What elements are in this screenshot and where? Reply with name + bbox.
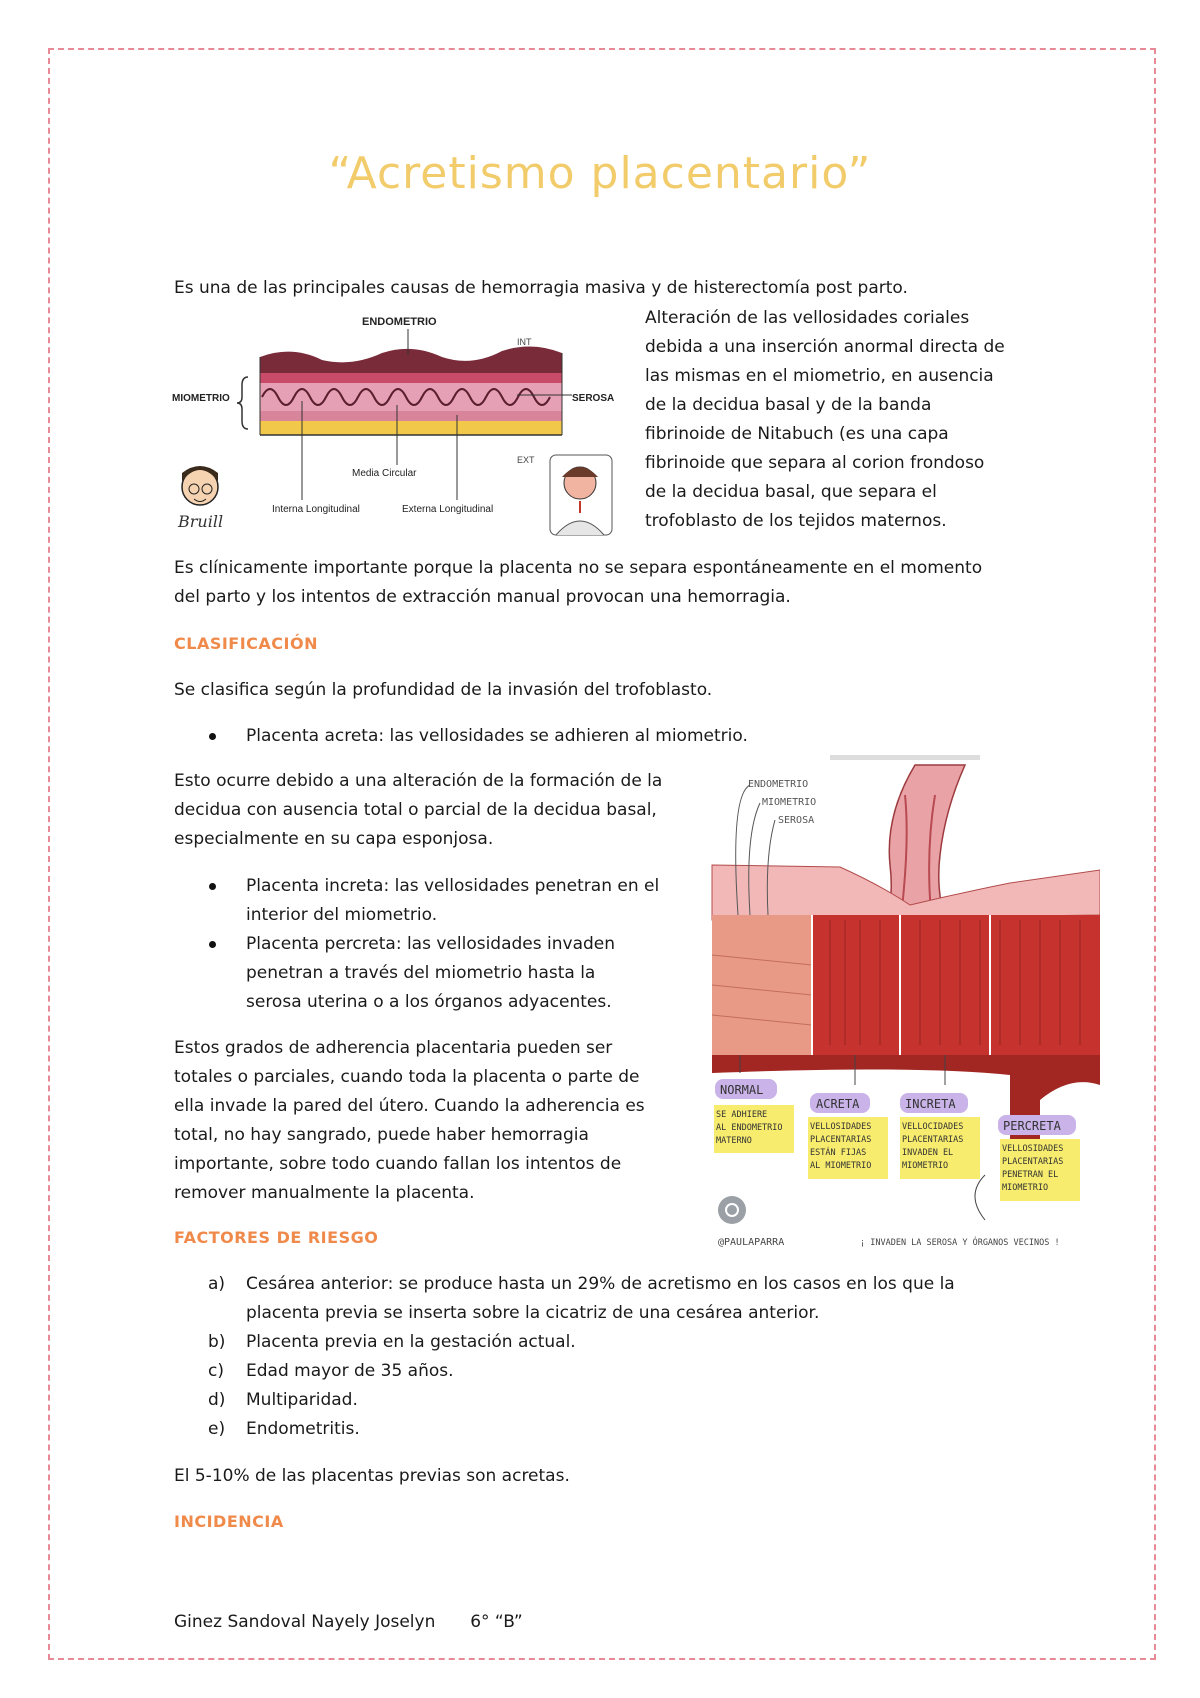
section-heading-incidencia: INCIDENCIA bbox=[174, 1512, 284, 1531]
footer bbox=[174, 1612, 523, 1632]
fig2-title-increta: INCRETA bbox=[905, 1097, 956, 1111]
previas-text: El 5-10% de las placentas previas son acretas. bbox=[174, 1466, 570, 1486]
risk-factor-line: Multiparidad. bbox=[246, 1390, 358, 1410]
bullet-increta bbox=[246, 872, 659, 930]
page-title: “Acretismo placentario” bbox=[328, 148, 872, 199]
list-marker: b) bbox=[208, 1332, 226, 1352]
placental-invasion-figure bbox=[710, 755, 1100, 1250]
risk-factor-line: Cesárea anterior: se produce hasta un 29% de acretismo en los casos en los que la bbox=[246, 1274, 955, 1294]
fig2-desc-normal: SE ADHIERE AL ENDOMETRIO MATERNO bbox=[716, 1110, 783, 1146]
acreta-detail-line: Esto ocurre debido a una alteración de la formación de la bbox=[174, 771, 663, 791]
fig2-endometrio-label: ENDOMETRIO bbox=[748, 779, 809, 790]
bullet-increta-line: Placenta increta: las vellosidades penetran en el bbox=[246, 876, 660, 896]
grados-line: Estos grados de adherencia placentaria pueden ser bbox=[174, 1038, 613, 1058]
risk-factor-line: Placenta previa en la gestación actual. bbox=[246, 1332, 576, 1352]
fig2-desc-acreta: VELLOSIDADES PLACENTARIAS ESTÁN FIJAS AL MIOMETRIO bbox=[810, 1122, 872, 1171]
intro-text: Es una de las principales causas de hemorragia masiva y de histerectomía post parto. bbox=[174, 278, 908, 298]
importance-line: del parto y los intentos de extracción manual provocan una hemorragia. bbox=[174, 587, 791, 607]
definition-line: debida a una inserción anormal directa de bbox=[645, 337, 1005, 357]
fig1-endometrio-label: ENDOMETRIO bbox=[362, 316, 437, 328]
fig2-desc-percreta: VELLOSIDADES PLACENTARIAS PENETRAN EL MIOMETRIO bbox=[1002, 1144, 1064, 1193]
fig1-media-label: Media Circular bbox=[352, 468, 417, 479]
definition-line: de la decidua basal, que separa el bbox=[645, 482, 937, 502]
fig2-desc-increta: VELLOCIDADES PLACENTARIAS INVADEN EL MIOMETRIO bbox=[902, 1122, 964, 1171]
bullet-increta-line: interior del miometrio. bbox=[246, 905, 438, 925]
risk-factor-item bbox=[208, 1270, 955, 1328]
grados-line: importante, sobre todo cuando fallan los intentos de bbox=[174, 1154, 622, 1174]
section-heading-clasificacion: CLASIFICACIÓN bbox=[174, 634, 318, 653]
definition-line: trofoblasto de los tejidos maternos. bbox=[645, 511, 947, 531]
acreta-detail-line: especialmente en su capa esponjosa. bbox=[174, 829, 494, 849]
definition-line: fibrinoide que separa al corion frondoso bbox=[645, 453, 985, 473]
bullet-dot bbox=[209, 883, 216, 890]
grados-line: remover manualmente la placenta. bbox=[174, 1183, 475, 1203]
bullet-percreta-line: serosa uterina o a los órganos adyacentes. bbox=[246, 992, 612, 1012]
acreta-detail-line: decidua con ausencia total o parcial de la decidua basal, bbox=[174, 800, 657, 820]
fig2-handle: @PAULAPARRA bbox=[718, 1237, 785, 1248]
importance-line: Es clínicamente importante porque la placenta no se separa espontáneamente en el momento bbox=[174, 558, 983, 578]
risk-factor-item bbox=[208, 1386, 358, 1415]
definition-line: Alteración de las vellosidades coriales bbox=[645, 308, 970, 328]
list-marker: d) bbox=[208, 1390, 226, 1410]
list-marker: e) bbox=[208, 1419, 226, 1439]
fig2-title-normal: NORMAL bbox=[720, 1083, 764, 1097]
definition-line: de la decidua basal y de la banda bbox=[645, 395, 932, 415]
clasificacion-intro: Se clasifica según la profundidad de la invasión del trofoblasto. bbox=[174, 680, 713, 700]
bullet-percreta-line: penetran a través del miometrio hasta la bbox=[246, 963, 596, 983]
definition-line: las mismas en el miometrio, en ausencia bbox=[645, 366, 994, 386]
list-marker: a) bbox=[208, 1274, 226, 1294]
section-heading-factores: FACTORES DE RIESGO bbox=[174, 1228, 379, 1247]
grados-line: ella invade la pared del útero. Cuando la adherencia es bbox=[174, 1096, 645, 1116]
risk-factor-item bbox=[208, 1415, 360, 1444]
fig1-miometrio-label: MIOMETRIO bbox=[172, 393, 230, 404]
fig2-note: ¡ INVADEN LA SEROSA Y ÓRGANOS VECINOS ! bbox=[860, 1238, 1060, 1248]
fig1-serosa-label: SEROSA bbox=[572, 393, 615, 404]
instagram-icon bbox=[718, 1196, 746, 1224]
footer-grade: 6° “B” bbox=[470, 1612, 523, 1632]
fig1-externa-label: Externa Longitudinal bbox=[402, 504, 494, 515]
fig2-miometrio-label: MIOMETRIO bbox=[762, 797, 817, 808]
fig2-title-acreta: ACRETA bbox=[816, 1097, 860, 1111]
grados-line: totales o parciales, cuando toda la placenta o parte de bbox=[174, 1067, 640, 1087]
bullet-dot bbox=[209, 941, 216, 948]
bullet-acreta-text: Placenta acreta: las vellosidades se adhieren al miometrio. bbox=[246, 726, 748, 746]
grados-line: total, no hay sangrado, puede haber hemorragia bbox=[174, 1125, 589, 1145]
list-marker: c) bbox=[208, 1361, 224, 1381]
risk-factor-item bbox=[208, 1357, 454, 1386]
bullet-percreta-line: Placenta percreta: las vellosidades invaden bbox=[246, 934, 616, 954]
risk-factor-item bbox=[208, 1328, 576, 1357]
fig1-brand: Bruill bbox=[178, 512, 224, 531]
fig1-ext-label: EXT bbox=[517, 455, 535, 465]
risk-factor-line: placenta previa se inserta sobre la cicatriz de una cesárea anterior. bbox=[246, 1303, 820, 1323]
fig2-title-percreta: PERCRETA bbox=[1003, 1119, 1061, 1133]
fig2-serosa-label: SEROSA bbox=[778, 815, 815, 826]
uterine-layers-figure bbox=[172, 305, 632, 540]
risk-factor-line: Endometritis. bbox=[246, 1419, 360, 1439]
bullet-dot bbox=[209, 733, 216, 740]
fig1-int-label: INT bbox=[517, 337, 532, 347]
bullet-acreta bbox=[246, 722, 748, 751]
cartoon-doctor-right-icon bbox=[550, 455, 612, 535]
footer-author: Ginez Sandoval Nayely Joselyn bbox=[174, 1612, 436, 1632]
fig1-interna-label: Interna Longitudinal bbox=[272, 504, 360, 515]
risk-factor-line: Edad mayor de 35 años. bbox=[246, 1361, 454, 1381]
bullet-percreta bbox=[246, 930, 615, 1017]
definition-line: fibrinoide de Nitabuch (es una capa bbox=[645, 424, 949, 444]
